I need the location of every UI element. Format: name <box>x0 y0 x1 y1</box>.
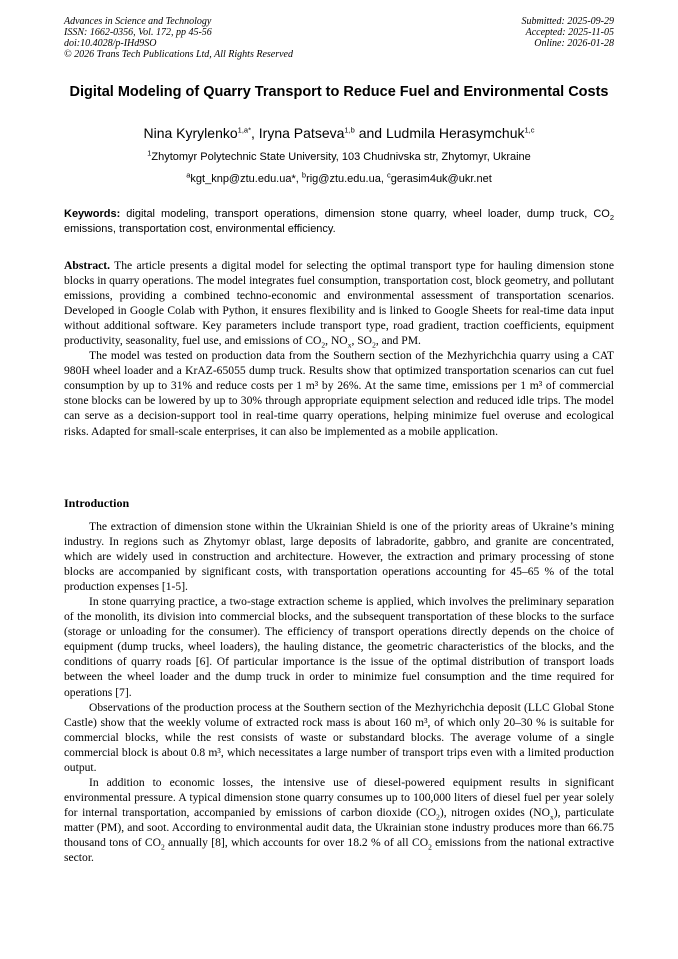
author-affil-mark: 1,c <box>524 125 535 135</box>
intro-paragraph: The extraction of dimension stone within the Ukrainian Shield is one of the priority areas of Ukraine’s mining industry. In regions such as Zhytomyr oblast, large deposits of labradorite, gabbro, and granite are concentrated, which are widely used in construction and architecture. However, the extraction and primary processing of stone blocks are accompanied by significant costs, with transportation operations accounting for 45–65 % of the total production expenses [1-5]. <box>64 520 614 594</box>
affiliation: $^1$Zhytomyr Polytechnic State University, 103 Chudnivska str, Zhytomyr, Ukraine <box>147 148 531 163</box>
author-name: Nina Kyrylenko <box>143 125 238 141</box>
submitted-date: Submitted: 2025-09-29 <box>521 16 614 27</box>
keywords-label: Keywords: <box>64 208 121 220</box>
author-list: Nina Kyrylenko$^{1,a*}$, Iryna Patseva$^{1,b}$ and Ludmila Herasymchuk$^{1,c}$ <box>143 125 535 141</box>
online-date: Online: 2026-01-28 <box>534 38 614 49</box>
intro-paragraph: In addition to economic losses, the intensive use of diesel-powered equipment results in significant environmental pressure. A typical dimension stone quarry consumes up to 100,000 liters of diesel fuel per year solely for internal transportation, accompanied by emissions of carbon dioxide $(CO_2)$, nitrogen oxides $(NO_x)$, particulate matter (PM), and soot. According to environmental audit data, the Ukrainian stone industry produces more than 66.75 thousand tons of $CO_2$ annually [8], which accounts for over 18.2 % of all $CO_2$ emissions from the national extractive sector. <box>64 775 614 865</box>
intro-paragraph: In stone quarrying practice, a two-stage extraction scheme is applied, which involves the preliminary separation of the monolith, its division into commercial blocks, and the subsequent transportation of these blocks to the surface (storage or unloading for the consumer). The efficiency of transport operations directly depends on the choice of equipment (dump trucks, wheel loaders), the hauling distance, the geometric characteristics of the blocks, and the conditions of quarry roads [6]. Of particular importance is the issue of the optimal distribution of transport loads between the wheel loader and the dump truck in order to minimize fuel consumption and the time required for operations [7]. <box>64 595 614 699</box>
journal-header-left <box>64 16 293 60</box>
paper-title: Digital Modeling of Quarry Transport to Reduce Fuel and Environmental Costs <box>69 84 609 100</box>
abstract-label: Abstract. <box>64 259 111 272</box>
copyright-line: © 2026 Trans Tech Publications Ltd, All Rights Reserved <box>64 49 293 60</box>
email-link[interactable]: rig@ztu.edu.ua <box>306 173 381 185</box>
abstract-paragraph: The model was tested on production data from the Southern section of the Mezhyrichchia quarry using a CAT 980H wheel loader and a KrAZ-65055 dump truck. Results show that optimized transportation scenarios can cut fuel consumption by up to 31% and reduce costs per 1 m³ by 26%. At the same time, emissions per 1 m³ of commercial stone blocks can be lowered by up to 30% through appropriate equipment selection and reduced idle trips. The model can serve as a decision-support tool in real-time quarry operations, helping minimize fuel overuse and ecological risks. Adapted for small-scale enterprises, it can also be implemented as a mobile application. <box>64 349 614 438</box>
intro-paragraph: Observations of the production process at the Southern section of the Mezhyrichchia deposit (LLC Global Stone Castle) show that the weekly volume of extracted rock mass is about 160 m³, of which only 20–30 % is suitable for commercial blocks, while the rest consists of waste or substandard blocks. The average volume of a single commercial block is about 0.8 m³, which necessitates a large number of transport trips even with a limited production output. <box>64 700 614 774</box>
abstract <box>64 258 614 439</box>
author-emails: $^a$kgt_knp@ztu.edu.ua*, $^b$rig@ztu.edu.ua, $^c$gerasim4uk@ukr.net <box>186 170 492 185</box>
journal-name: Advances in Science and Technology <box>64 16 212 27</box>
accepted-date: Accepted: 2025-11-05 <box>525 27 614 38</box>
email-link[interactable]: gerasim4uk@ukr.net <box>390 173 492 185</box>
author-name: Ludmila Herasymchuk <box>385 125 525 141</box>
doi-line[interactable]: doi:10.4028/p-IHd9SO <box>64 38 157 49</box>
keywords: Keywords: digital modeling, transport operations, dimension stone quarry, wheel loader, dump truck, $CO_2$ emissions, transportation cost, environmental efficiency. <box>64 208 614 235</box>
issn-line: ISSN: 1662-0356, Vol. 172, pp 45-56 <box>64 27 212 38</box>
author-name: Iryna Patseva <box>258 125 345 141</box>
journal-header-right <box>522 16 615 49</box>
email-link[interactable]: kgt_knp@ztu.edu.ua* <box>190 173 296 185</box>
author-affil-mark: 1,a* <box>237 125 252 135</box>
abstract-paragraph: Abstract. The article presents a digital model for selecting the optimal transport type for hauling dimension stone blocks in quarry operations. The model integrates fuel consumption, transportation cost, block geometry, and pollutant emissions, providing a combined techno-economic and environmental assessment of transportation scenarios. Developed in Google Colab with Python, it ensures flexibility and is linked to Google Sheets for real-time data input without additional software. Key parameters include transport type, road gradient, traction coefficients, equipment productivity, seasonality, fuel use, and emissions of $CO_2$, $NO_x$, $SO_2$, and PM. <box>64 259 614 350</box>
section-heading-introduction: Introduction <box>64 496 130 510</box>
author-affil-mark: 1,b <box>344 125 355 135</box>
introduction-section <box>64 519 614 865</box>
